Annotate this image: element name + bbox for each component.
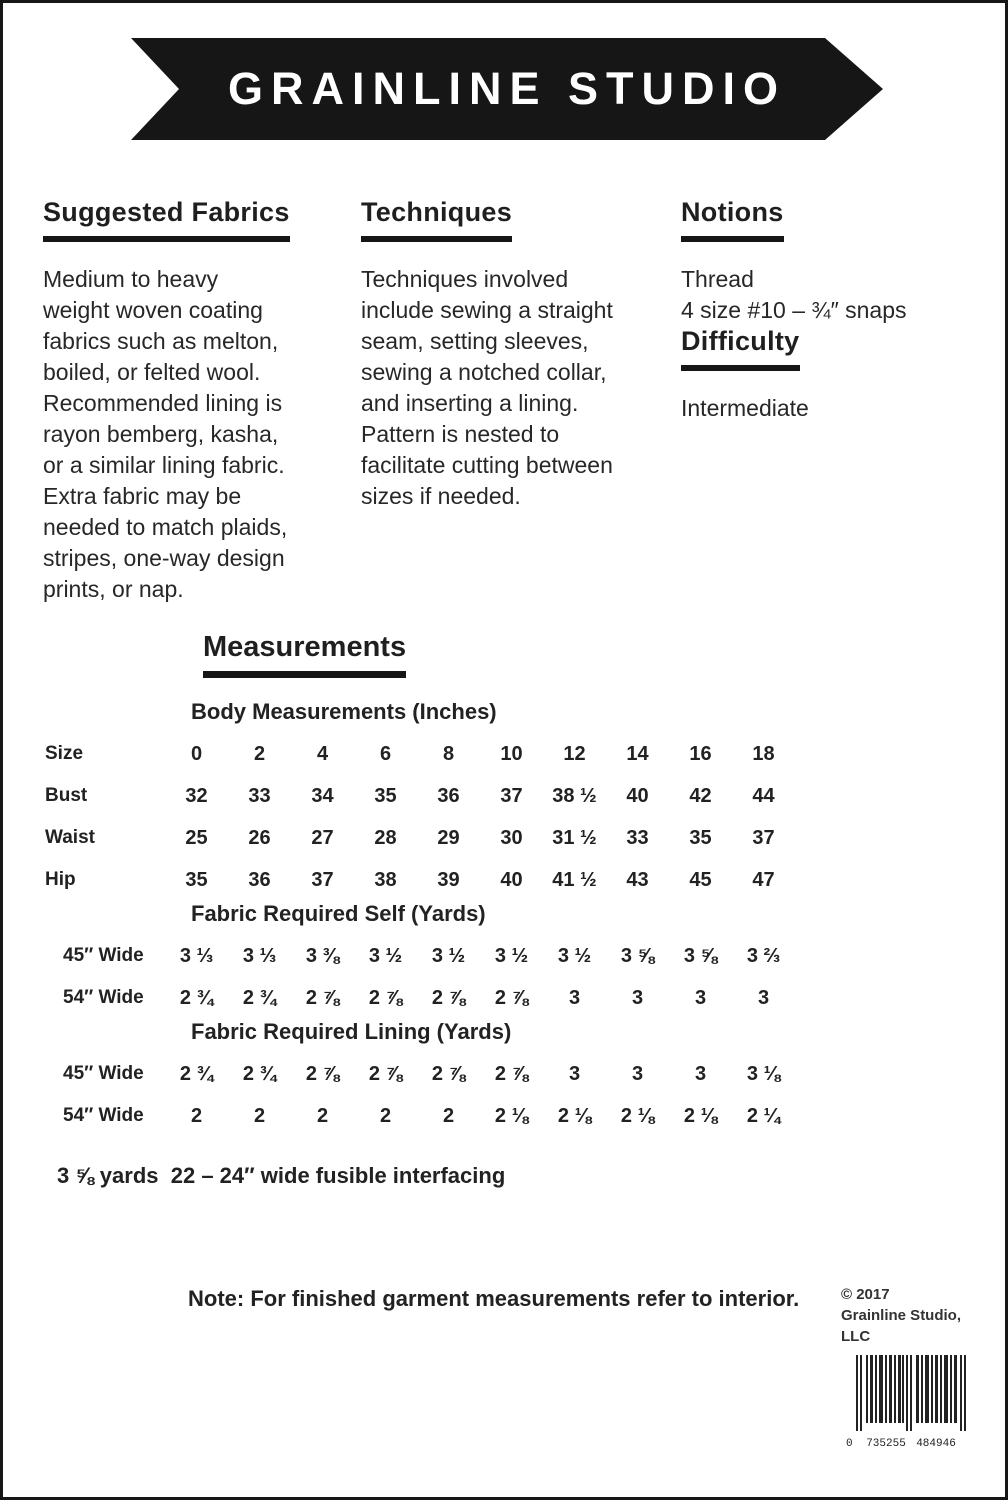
- table-cell: 2 ⅞: [305, 986, 340, 1009]
- table-cell: 35: [374, 784, 397, 807]
- brand-name: GRAINLINE STUDIO: [227, 63, 786, 114]
- table-cell: 2 ⅞: [494, 986, 529, 1009]
- copyright-text: © 2017 Grainline Studio, LLC: [841, 1286, 962, 1345]
- table-cell: 40: [500, 868, 523, 891]
- table-cell: 3 ⅔: [746, 944, 781, 967]
- table-cell: 3: [631, 1062, 644, 1085]
- table-cell: 2 ¾: [242, 986, 277, 1009]
- table-cell: 12: [563, 742, 586, 765]
- table-cell: 18: [752, 742, 775, 765]
- table-cell: 3 ⅛: [746, 1062, 781, 1085]
- table-cell: 2 ⅞: [368, 986, 403, 1009]
- table-cell: 28: [374, 826, 397, 849]
- fabric-self-title: Fabric Required Self (Yards): [191, 901, 486, 926]
- table-cell: 3: [568, 986, 581, 1009]
- table-cell: 33: [248, 784, 271, 807]
- barcode-left-digit: 0: [846, 1438, 853, 1450]
- fabric-lining-title: Fabric Required Lining (Yards): [191, 1019, 512, 1044]
- table-row-54-wide: [43, 977, 795, 1019]
- table-cell: 37: [311, 868, 334, 891]
- table-cell: 2: [379, 1104, 392, 1127]
- table-cell: 2 ⅛: [683, 1104, 718, 1127]
- table-cell: 3: [694, 1062, 707, 1085]
- table-cell: 26: [248, 826, 271, 849]
- difficulty-text: Intermediate: [681, 395, 809, 421]
- table-cell: 38 ½: [552, 784, 597, 807]
- suggested-fabrics-title: Suggested Fabrics: [43, 197, 290, 242]
- suggested-fabrics-text: Medium to heavy weight woven coating fabrics such as melton, boiled, or felted wool. Recommended lining is rayon bemberg, kasha, or a similar lining fabric. Extra fabric may be needed to match plaids, stripes, one-way design prints, or nap.: [43, 266, 288, 602]
- table-cell: 37: [752, 826, 775, 849]
- difficulty-title: Difficulty: [681, 326, 800, 371]
- table-cell: 39: [437, 868, 460, 891]
- table-cell: 3: [631, 986, 644, 1009]
- row-label: Hip: [45, 869, 76, 890]
- brand-banner: [131, 38, 883, 140]
- table-cell: 34: [311, 784, 334, 807]
- table-row-hip: [43, 859, 795, 901]
- table-cell: 43: [626, 868, 649, 891]
- table-cell: 3 ⅓: [242, 944, 277, 967]
- table-cell: 3 ½: [431, 944, 466, 967]
- table-cell: 40: [626, 784, 649, 807]
- table-cell: 2: [253, 1104, 266, 1127]
- techniques-section: [361, 197, 671, 512]
- row-label: 45″ Wide: [63, 945, 144, 966]
- table-cell: 47: [752, 868, 775, 891]
- table-cell: 36: [437, 784, 460, 807]
- row-label: Bust: [45, 785, 88, 806]
- techniques-text: Techniques involved include sewing a straight seam, setting sleeves, sewing a notched collar, and inserting a lining. Pattern is nested to facilitate cutting between sizes if needed.: [361, 266, 613, 509]
- table-cell: 2 ⅞: [494, 1062, 529, 1085]
- table-row-45-wide: [43, 935, 795, 977]
- table-cell: 16: [689, 742, 712, 765]
- table-cell: 3 ½: [368, 944, 403, 967]
- measurements-block: [43, 699, 795, 1189]
- table-cell: 2 ⅞: [431, 986, 466, 1009]
- table-cell: 2 ⅞: [431, 1062, 466, 1085]
- row-label: 45″ Wide: [63, 1063, 144, 1084]
- table-row-bust: [43, 775, 795, 817]
- table-cell: 2: [190, 1104, 203, 1127]
- table-cell: 3 ⅝: [683, 944, 718, 967]
- table-cell: 2 ⅛: [557, 1104, 592, 1127]
- interfacing-note: 3 ⅝ yards 22 – 24″ wide fusible interfacing: [57, 1163, 506, 1188]
- table-cell: 2 ¼: [746, 1104, 781, 1127]
- table-cell: 25: [185, 826, 208, 849]
- table-cell: 8: [442, 742, 455, 765]
- notions-section: [681, 197, 981, 424]
- barcode-group1: 735255: [866, 1438, 906, 1450]
- barcode-bars: [846, 1355, 968, 1451]
- fabric-self-table: [43, 935, 795, 1019]
- table-cell: 2 ¾: [242, 1062, 277, 1085]
- table-cell: 33: [626, 826, 649, 849]
- table-cell: 3: [694, 986, 707, 1009]
- table-cell: 3 ½: [557, 944, 592, 967]
- table-row-size: [43, 733, 795, 775]
- notions-text: Thread 4 size #10 – ¾″ snaps: [681, 266, 907, 323]
- table-row-waist: [43, 817, 795, 859]
- table-cell: 3 ⅜: [305, 944, 340, 967]
- row-label: Waist: [45, 827, 95, 848]
- table-cell: 3: [568, 1062, 581, 1085]
- table-cell: 32: [185, 784, 208, 807]
- table-cell: 2 ⅞: [368, 1062, 403, 1085]
- table-cell: 2 ⅛: [620, 1104, 655, 1127]
- table-cell: 36: [248, 868, 271, 891]
- row-label: 54″ Wide: [63, 1105, 144, 1126]
- table-cell: 41 ½: [552, 868, 597, 891]
- suggested-fabrics-section: [43, 197, 323, 605]
- body-measurements-table: [43, 733, 795, 901]
- table-cell: 4: [316, 742, 329, 765]
- body-measurements-title: Body Measurements (Inches): [191, 699, 497, 724]
- table-cell: 3: [757, 986, 770, 1009]
- table-cell: 29: [437, 826, 460, 849]
- techniques-title: Techniques: [361, 197, 512, 242]
- table-cell: 2 ¾: [179, 986, 214, 1009]
- measurements-title: Measurements: [203, 631, 406, 678]
- table-cell: 35: [689, 826, 712, 849]
- table-cell: 38: [374, 868, 397, 891]
- table-cell: 14: [626, 742, 649, 765]
- table-cell: 42: [689, 784, 712, 807]
- row-label: 54″ Wide: [63, 987, 144, 1008]
- finished-measurements-note: Note: For finished garment measurements refer to interior.: [188, 1286, 800, 1311]
- table-cell: 2 ⅞: [305, 1062, 340, 1085]
- row-label: Size: [45, 743, 84, 764]
- table-cell: 6: [379, 742, 392, 765]
- table-row-54-wide: [43, 1095, 795, 1137]
- table-cell: 35: [185, 868, 208, 891]
- table-cell: 37: [500, 784, 523, 807]
- fabric-lining-table: [43, 1053, 795, 1137]
- table-cell: 0: [190, 742, 203, 765]
- table-cell: 45: [689, 868, 712, 891]
- upc-barcode: [846, 1355, 968, 1451]
- table-cell: 31 ½: [552, 826, 597, 849]
- table-cell: 10: [500, 742, 523, 765]
- table-cell: 3 ½: [494, 944, 529, 967]
- table-cell: 2: [316, 1104, 329, 1127]
- table-cell: 27: [311, 826, 334, 849]
- table-cell: 2 ¾: [179, 1062, 214, 1085]
- table-cell: 2: [253, 742, 266, 765]
- notions-title: Notions: [681, 197, 784, 242]
- barcode-group2: 484946: [916, 1438, 956, 1450]
- table-cell: 2: [442, 1104, 455, 1127]
- table-cell: 3 ⅓: [179, 944, 214, 967]
- table-cell: 30: [500, 826, 523, 849]
- table-cell: 2 ⅛: [494, 1104, 529, 1127]
- table-cell: 44: [752, 784, 775, 807]
- table-cell: 3 ⅝: [620, 944, 655, 967]
- table-row-45-wide: [43, 1053, 795, 1095]
